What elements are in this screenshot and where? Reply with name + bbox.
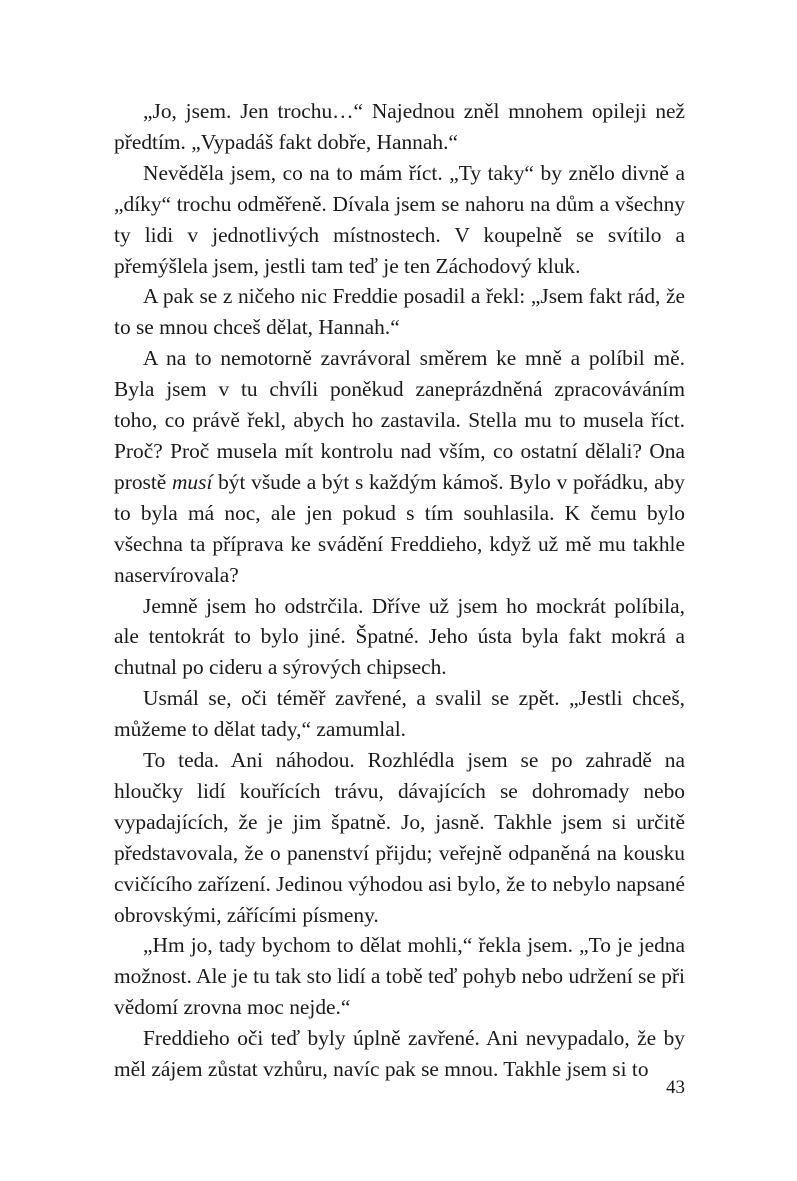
paragraph-4-part-2: být všude a být s každým kámoš. Bylo v pořádku, aby to byla má noc, ale jen pokud s tím souhlasila. K čemu bylo všechna ta příprava ke svádění Freddieho, když už mě mu takhle naservírovala?	[114, 469, 685, 587]
paragraph-3: A pak se z ničeho nic Freddie posadil a řekl: „Jsem fakt rád, že to se mnou chceš dělat, Hannah.“	[114, 284, 685, 340]
paragraph-9: Freddieho oči teď byly úplně zavřené. Ani nevypadalo, že by měl zájem zůstat vzhůru, navíc pak se mnou. Takhle jsem si to	[114, 1026, 685, 1082]
paragraph-1: „Jo, jsem. Jen trochu…“ Najednou zněl mnohem opileji než předtím. „Vypadáš fakt dobře, Hannah.“	[114, 99, 685, 154]
paragraph-7: To teda. Ani náhodou. Rozhlédla jsem se po zahradě na hloučky lidí kouřících trávu, dávajících se dohromady nebo vypadajících, že je jim špatně. Jo, jasně. Takhle jsem si určitě představovala, že o panenství přijdu; veřejně odpaněná na kousku cvičícího zařízení. Jedinou výhodou asi bylo, že to nebylo napsané obrovskými, zářícími písmeny.	[114, 748, 685, 927]
page-number: 43	[666, 1077, 685, 1098]
paragraph-2: Nevěděla jsem, co na to mám říct. „Ty taky“ by znělo divně a „díky“ trochu odměřeně. Dívala jsem se nahoru na dům a všechny ty lidi v jednotlivých místnostech. V koupelně se svítilo a přemýšlela jsem, jestli tam teď je ten Záchodový kluk.	[114, 160, 685, 278]
paragraph-8: „Hm jo, tady bychom to dělat mohli,“ řekla jsem. „To je jedna možnost. Ale je tu tak sto lidí a tobě teď pohyb nebo udržení se při vědomí zrovna moc nejde.“	[114, 933, 685, 1020]
emphasis-musi: musí	[171, 469, 213, 494]
paragraph-5: Jemně jsem ho odstrčila. Dříve už jsem ho mockrát políbila, ale tentokrát to bylo jiné. Špatné. Jeho ústa byla fakt mokrá a chutnal po cideru a sýrových chipsech.	[114, 593, 685, 680]
paragraph-4-part-1: A na to nemotorně zavrávoral směrem ke mně a políbil mě. Byla jsem v tu chvíli poněkud zaneprázdněná zpracováváním toho, co právě řekl, abych ho zastavila. Stella mu to musela říct. Proč? Proč musela mít kontrolu nad vším, co ostatní dělali? Ona prostě	[114, 346, 685, 494]
page-body	[114, 96, 685, 1085]
paragraph-4	[114, 343, 685, 590]
paragraph-6: Usmál se, oči téměř zavřené, a svalil se zpět. „Jestli chceš, můžeme to dělat tady,“ zamumlal.	[114, 686, 685, 742]
